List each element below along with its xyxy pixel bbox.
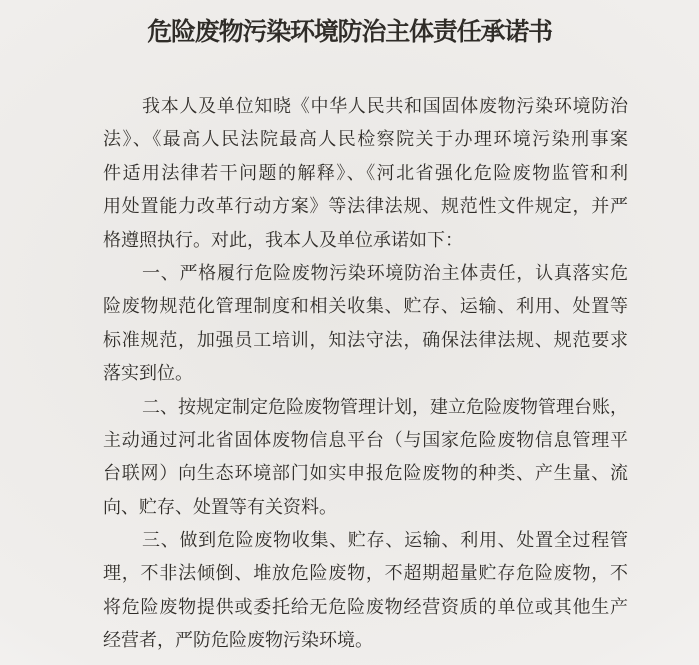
body-line: 标准规范，加强员工培训，知法守法，确保法律法规、规范要求 xyxy=(103,329,628,350)
body-line: 将危险废物提供或委托给无危险废物经营资质的单位或其他生产 xyxy=(103,596,628,617)
paragraph-item-1 xyxy=(103,257,628,391)
body-line: 向、贮存、处置等有关资料。 xyxy=(103,496,337,517)
body-line: 险废物规范化管理制度和相关收集、贮存、运输、利用、处置等 xyxy=(103,296,628,317)
body-line: 一、严格履行危险废物污染环境防治主体责任，认真落实危 xyxy=(142,262,628,283)
body-line: 落实到位。 xyxy=(103,363,193,384)
body-line: 件适用法律若干问题的解释》、《河北省强化危险废物监管和利 xyxy=(103,162,628,183)
body-line: 法》、《最高人民法院最高人民检察院关于办理环境污染刑事案 xyxy=(103,129,628,150)
body-line: 格遵照执行。对此，我本人及单位承诺如下： xyxy=(103,229,463,250)
body-line: 经营者，严防危险废物污染环境。 xyxy=(103,630,373,651)
paragraph-item-2 xyxy=(103,391,628,525)
document-title: 危险废物污染环境防治主体责任承诺书 xyxy=(147,19,552,46)
paragraph-item-3 xyxy=(103,524,628,658)
body-line: 二、按规定制定危险废物管理计划，建立危险废物管理台账， xyxy=(142,396,628,417)
body-line: 用处置能力改革行动方案》等法律法规、规范性文件规定，并严 xyxy=(103,196,628,217)
body-line: 我本人及单位知晓《中华人民共和国固体废物污染环境防治 xyxy=(142,96,628,116)
body-line: 主动通过河北省固体废物信息平台（与国家危险废物信息管理平 xyxy=(103,429,628,450)
body-line: 理，不非法倾倒、堆放危险废物，不超期超量贮存危险废物，不 xyxy=(103,563,628,584)
body-line: 三、做到危险废物收集、贮存、运输、利用、处置全过程管 xyxy=(142,530,628,551)
paragraph-intro xyxy=(103,90,628,257)
document-body xyxy=(103,90,628,658)
body-line: 台联网）向生态环境部门如实申报危险废物的种类、产生量、流 xyxy=(103,463,628,484)
